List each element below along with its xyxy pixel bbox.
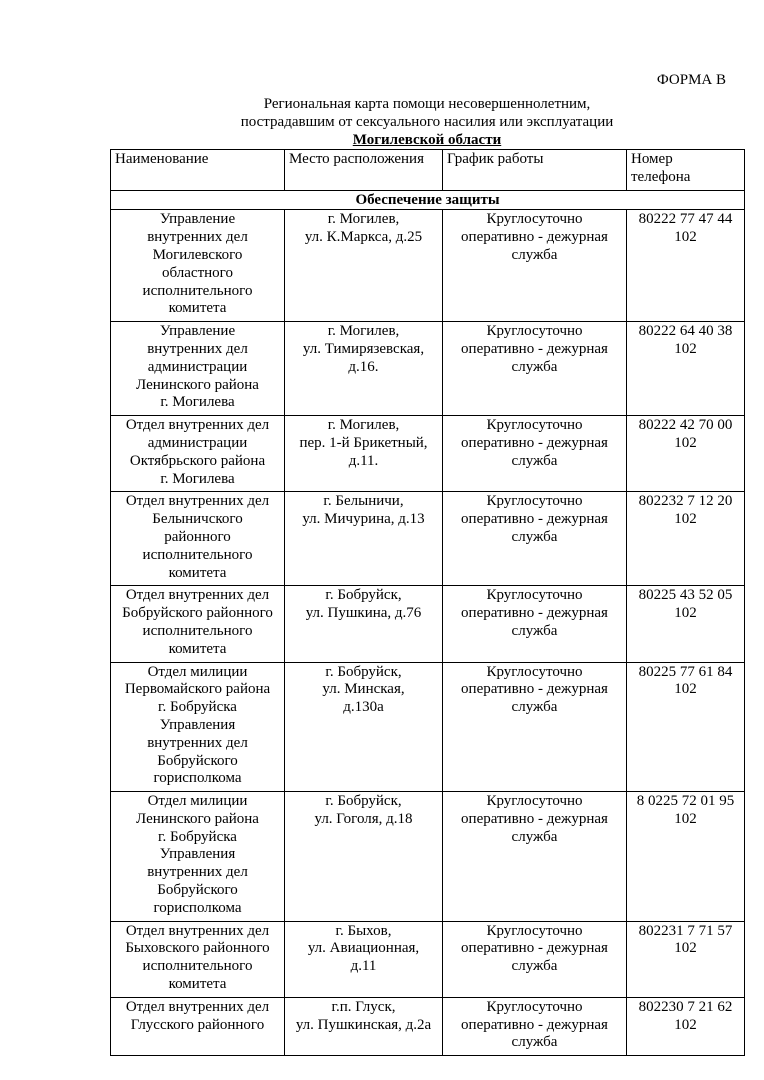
column-header-location: Место расположения [285, 150, 443, 191]
org-name: Отдел внутренних дел Бобруйского районного исполнительного комитета [111, 586, 285, 662]
table-row [111, 322, 745, 416]
org-location: г. Быхов, ул. Авиационная, д.11 [285, 921, 443, 997]
org-location: г. Белыничи, ул. Мичурина, д.13 [285, 492, 443, 586]
org-location: г.п. Глуск, ул. Пушкинская, д.2а [285, 997, 443, 1055]
table-row [111, 492, 745, 586]
org-location: г. Бобруйск, ул. Минская, д.130а [285, 662, 443, 792]
header-region: Могилевской области [352, 132, 502, 148]
org-schedule: Круглосуточно оперативно - дежурная служба [443, 997, 627, 1055]
org-location: г. Могилев, ул. Тимирязевская, д.16. [285, 322, 443, 416]
table-row [111, 416, 745, 492]
table-row [111, 792, 745, 922]
org-phone: 80222 77 47 44 102 [627, 210, 745, 322]
document-header [110, 95, 744, 149]
org-name: Отдел внутренних дел Белыничского районного исполнительного комитета [111, 492, 285, 586]
table-row [111, 662, 745, 792]
column-header-schedule: График работы [443, 150, 627, 191]
table-header-row [111, 150, 745, 191]
org-schedule: Круглосуточно оперативно - дежурная служба [443, 662, 627, 792]
org-schedule: Круглосуточно оперативно - дежурная служба [443, 210, 627, 322]
org-phone: 802230 7 21 62 102 [627, 997, 745, 1055]
org-schedule: Круглосуточно оперативно - дежурная служба [443, 416, 627, 492]
org-schedule: Круглосуточно оперативно - дежурная служба [443, 322, 627, 416]
org-phone: 8 0225 72 01 95 102 [627, 792, 745, 922]
org-phone: 80225 77 61 84 102 [627, 662, 745, 792]
org-name: Отдел милиции Ленинского района г. Бобруйска Управления внутренних дел Бобруйского горисполкома [111, 792, 285, 922]
org-name: Отдел милиции Первомайского района г. Бобруйска Управления внутренних дел Бобруйского горисполкома [111, 662, 285, 792]
table-row [111, 586, 745, 662]
org-location: г. Бобруйск, ул. Гоголя, д.18 [285, 792, 443, 922]
org-phone: 80222 42 70 00 102 [627, 416, 745, 492]
org-phone: 802231 7 71 57 102 [627, 921, 745, 997]
help-map-table [110, 149, 745, 1056]
org-schedule: Круглосуточно оперативно - дежурная служба [443, 921, 627, 997]
org-name: Управление внутренних дел Могилевского областного исполнительного комитета [111, 210, 285, 322]
org-phone: 80222 64 40 38 102 [627, 322, 745, 416]
table-row [111, 921, 745, 997]
org-name: Отдел внутренних дел Глусского районного [111, 997, 285, 1055]
org-name: Отдел внутренних дел Быховского районного исполнительного комитета [111, 921, 285, 997]
org-location: г. Бобруйск, ул. Пушкина, д.76 [285, 586, 443, 662]
table-row [111, 997, 745, 1055]
section-row [111, 190, 745, 210]
org-schedule: Круглосуточно оперативно - дежурная служба [443, 586, 627, 662]
org-phone: 802232 7 12 20 102 [627, 492, 745, 586]
org-schedule: Круглосуточно оперативно - дежурная служба [443, 492, 627, 586]
column-header-phone: Номер телефона [627, 150, 745, 191]
org-name: Управление внутренних дел администрации Ленинского района г. Могилева [111, 322, 285, 416]
header-line-2: пострадавшим от сексуального насилия или эксплуатации [240, 114, 614, 130]
section-title: Обеспечение защиты [111, 190, 745, 210]
table-row [111, 210, 745, 322]
column-header-name: Наименование [111, 150, 285, 191]
org-schedule: Круглосуточно оперативно - дежурная служба [443, 792, 627, 922]
form-label: ФОРМА В [656, 72, 726, 88]
org-location: г. Могилев, пер. 1-й Брикетный, д.11. [285, 416, 443, 492]
org-location: г. Могилев, ул. К.Маркса, д.25 [285, 210, 443, 322]
org-name: Отдел внутренних дел администрации Октябрьского района г. Могилева [111, 416, 285, 492]
header-line-1: Региональная карта помощи несовершеннолетним, [263, 96, 591, 112]
org-phone: 80225 43 52 05 102 [627, 586, 745, 662]
